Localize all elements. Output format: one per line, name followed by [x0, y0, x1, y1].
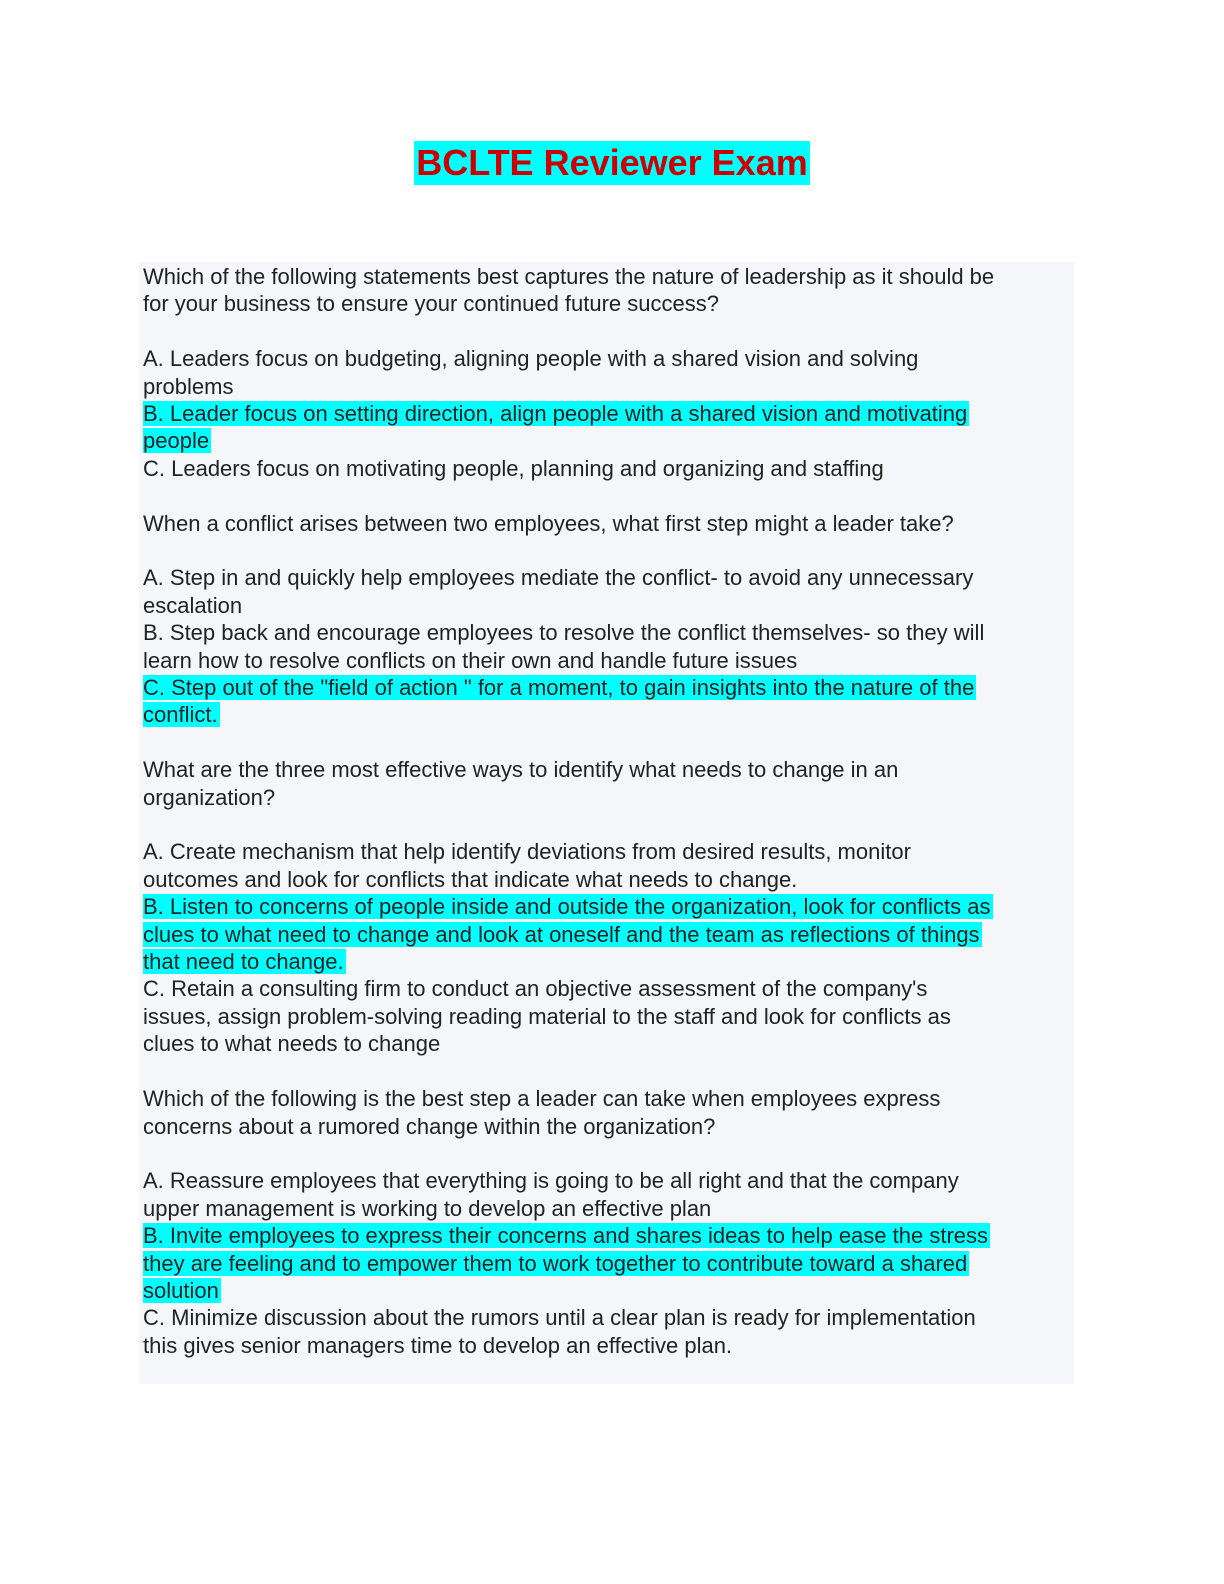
answer-line: problems	[143, 373, 234, 399]
answer-line: outcomes and look for conflicts that indicate what needs to change.	[143, 866, 798, 892]
answer-option-correct	[143, 1222, 1068, 1304]
question-line: for your business to ensure your continued future success?	[143, 291, 719, 317]
answer-line: this gives senior managers time to develop an effective plan.	[143, 1332, 733, 1358]
answer-line: A. Create mechanism that help identify deviations from desired results, monitor	[143, 839, 911, 865]
page-title: BCLTE Reviewer Exam	[416, 142, 808, 183]
answer-option-correct	[143, 893, 1068, 975]
answer-options	[143, 345, 1068, 482]
title-wrapper	[0, 141, 1224, 185]
answer-line: they are feeling and to empower them to work together to contribute toward a shared	[143, 1250, 968, 1276]
answer-line: A. Leaders focus on budgeting, aligning people with a shared vision and solving	[143, 346, 919, 372]
answer-line: A. Step in and quickly help employees mediate the conflict- to avoid any unnecessary	[143, 565, 974, 591]
answer-option	[143, 975, 1068, 1057]
answer-line: that need to change.	[143, 949, 344, 975]
answer-option-correct	[143, 400, 1068, 455]
answer-option	[143, 1167, 1068, 1222]
answer-line: B. Invite employees to express their concerns and shares ideas to help ease the stress	[143, 1223, 989, 1249]
question-text	[143, 263, 1068, 318]
question-line: Which of the following statements best captures the nature of leadership as it should be	[143, 264, 995, 289]
answer-option	[143, 564, 1068, 619]
answer-option	[143, 1304, 1068, 1359]
answer-line: B. Leader focus on setting direction, align people with a shared vision and motivating	[143, 401, 968, 427]
answer-line: issues, assign problem-solving reading material to the staff and look for conflicts as	[143, 1003, 951, 1029]
answer-line: solution	[143, 1277, 219, 1303]
question-line: concerns about a rumored change within the organization?	[143, 1113, 716, 1139]
question-line: organization?	[143, 784, 276, 810]
answer-line: C. Leaders focus on motivating people, planning and organizing and staffing	[143, 455, 884, 481]
answer-line: A. Reassure employees that everything is going to be all right and that the company	[143, 1168, 959, 1194]
answer-line: learn how to resolve conflicts on their own and handle future issues	[143, 647, 798, 673]
question-text	[143, 1085, 1068, 1140]
answer-option	[143, 838, 1068, 893]
answer-line: C. Step out of the "field of action " for a moment, to gain insights into the nature of the	[143, 675, 975, 701]
answer-line: people	[143, 428, 210, 454]
answer-line: clues to what need to change and look at oneself and the team as reflections of things	[143, 921, 980, 947]
question-text	[143, 510, 1068, 537]
question-line: When a conflict arises between two employees, what first step might a leader take?	[143, 510, 954, 536]
question-line: Which of the following is the best step a leader can take when employees express	[143, 1086, 941, 1112]
answer-line: upper management is working to develop an effective plan	[143, 1195, 712, 1221]
answer-options	[143, 564, 1068, 728]
answer-option-correct	[143, 674, 1068, 729]
answer-line: clues to what needs to change	[143, 1031, 441, 1057]
answer-line: B. Listen to concerns of people inside and outside the organization, look for conflicts as	[143, 894, 991, 920]
answer-line: C. Minimize discussion about the rumors until a clear plan is ready for implementation	[143, 1305, 976, 1331]
answer-line: escalation	[143, 592, 243, 618]
answer-option	[143, 345, 1068, 400]
answer-option	[143, 619, 1068, 674]
answer-line: C. Retain a consulting firm to conduct an objective assessment of the company's	[143, 976, 928, 1002]
answer-line: conflict.	[143, 702, 218, 728]
answer-line: B. Step back and encourage employees to resolve the conflict themselves- so they will	[143, 620, 985, 646]
question-list	[143, 263, 1068, 1387]
question-line: What are the three most effective ways to identify what needs to change in an	[143, 757, 899, 783]
answer-options	[143, 1167, 1068, 1359]
answer-options	[143, 838, 1068, 1057]
answer-option	[143, 455, 1068, 482]
question-text	[143, 756, 1068, 811]
